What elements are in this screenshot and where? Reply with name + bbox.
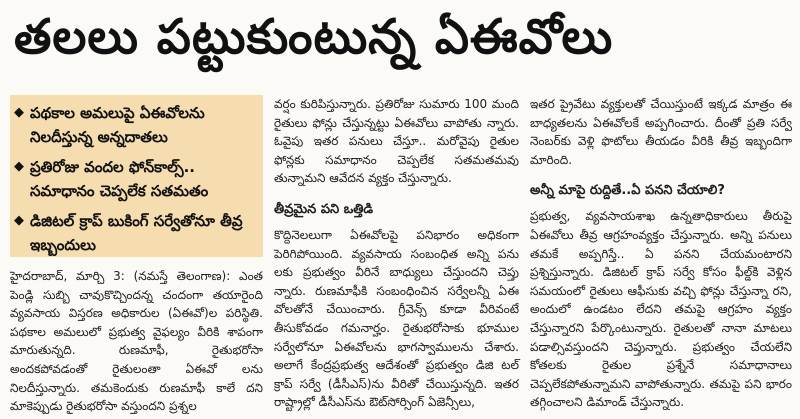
diamond-bullet-icon: ◆	[14, 213, 24, 228]
subheading: తీవ్రమైన పని ఒత్తిడి	[274, 201, 373, 217]
headline: తలలు పట్టుకుంటున్న ఏఈవోలు	[14, 9, 614, 65]
column-3	[530, 95, 792, 412]
highlight-item	[14, 101, 257, 149]
diamond-bullet-icon: ◆	[14, 105, 24, 120]
column-2	[274, 95, 519, 412]
highlight-text: ప్రతిరోజు వందల ఫోన్‌కాల్స్‌.. సమాధానం చెప్పలేక సతమతం	[30, 158, 209, 200]
diamond-bullet-icon: ◆	[14, 159, 24, 174]
subheading: అన్నీ మాపై రుద్దితే..ఏ పనని చేయాలి?	[530, 183, 725, 199]
highlight-item	[14, 209, 257, 257]
article-body: కొద్దినెలలుగా ఏఈవోలపై పనిభారం అధికంగా పెరిగిపోయింది. వ్యవసాయ సంబంధిత అన్ని పను లకు ప్రభుత్వం వీరినే బాధ్యులు చేస్తుందని చెప్తు న్నారు. రుణమాఫీకి సంబంధించిన సర్వేలన్నీ ఏఈ వోలతోనే చేయించారు. గ్రీవెన్స్‌ కూడా వీరివంటే తీసుకోవడం గమనార్హం. రైతుభరోసాకు భూముల సర్వేలోనూ ఏఈవోలను భాగస్వాములను చేశారు. అలాగే కేంద్రప్రభుత్వ ఆదేశంతో ప్రభుత్వం డిజి టల్‌ క్రాప్‌ సర్వే (డీసీఎస్‌)ను వీరితో చేయిస్తున్నది. ఇతర రాష్ట్రాల్లో డీసీఎస్‌ను ఔట్‌సోర్సింగ్‌ ఏజెన్సీలు,	[274, 227, 519, 410]
column-1	[10, 95, 263, 416]
article-body: హైదరాబాద్‌, మార్చి 3: (నమస్తే తెలంగాణ): ఎంత పెండ్లి సుబ్బి చావుకొచ్చిందన్న చందంగా తయారైంది వ్యవసాయ విస్తరణ అధికారుల (ఏఈవో)ల పరిస్థితి. పథకాల అమలులో ప్రభుత్వ వైఫల్యం వీరికి శాపంగా మారుతున్నది. రుణమాఫీ, రైతుభరోసా అందకపోవడంతో రైతులంతా ఏఈవో లను నిలదీస్తున్నారు. తమకెందుకు రుణమాఫీ కాలే దని మాకెప్పుడు రైతుభరోసా వస్తుందని ప్రశ్నల	[10, 269, 263, 414]
highlight-item	[14, 155, 257, 203]
highlights-box	[10, 95, 263, 257]
article-body: వర్షం కురిపిస్తున్నారు. ప్రతిరోజు సుమారు 100 మంది రైతులు ఫోన్లు చేస్తున్నట్టు ఏఈవోలు వాపోతు న్నారు. ఓవైపు ఇతర పనులు చేస్తూ.. మరోవైపు రైతుల ఫోన్లకు సమాధానం చెప్పలేక సతమతమవు తున్నామని ఆవేదన వ్యక్తం చేస్తున్నారు.	[274, 97, 519, 186]
highlight-text: పథకాల అమలుపై ఏఈవోలను నిలదీస్తున్న అన్నదాతలు	[30, 104, 205, 146]
article-body: ఇతర ప్రైవేటు వ్యక్తులతో చేయిస్తుంటే ఇక్కడ మాత్రం ఈ బాధ్యతలను ఏఈవోలకే అప్పగించారు. దీంతో ప్రతి సర్వే నెంబర్‌కు వెళ్లి ఫొటోలు తీయడం వీరికి తీవ్ర ఇబ్బందిగా మారింది.	[530, 97, 792, 167]
article-body: ప్రభుత్వ, వ్యవసాయశాఖ ఉన్నతాధికారులు తీరుపై ఏఈవోలు తీవ్ర ఆగ్రహంవ్యక్తం చేస్తున్నారు. అన్ని పనులు తమకే అప్పగిస్తే.. ఏ పనని చేయమంటారని ప్రశ్నిస్తున్నారు. డిజిటల్‌ క్రాప్‌ సర్వే కోసం ఫీల్డ్‌కి వెళ్లిన సమయంలో రైతులు ఆఫీసుకు వచ్చి ఫోన్లు చేస్తున్నా రని, అందులో ఉండటం లేదని తమపై ఆగ్రహం వ్యక్తం చేస్తున్నారని పేర్కొంటున్నారు. రైతులతో నానా మాటలు పడాల్సివస్తుందని చెప్తున్నారు. ప్రభుత్వం చేయలేని కోతలకు రైతుల ప్రశ్నేనే సమాధానాలు చెప్పలేకపోతున్నామని వాపోతున్నారు. తమపై పని భారం తగ్గించాలని డిమాండ్‌ చేస్తున్నారు.	[530, 209, 792, 410]
highlight-text: డిజిటల్‌ క్రాప్‌ బుకింగ్‌ సర్వేతోనూ తీవ్ర ఇబ్బందులు	[30, 212, 243, 254]
